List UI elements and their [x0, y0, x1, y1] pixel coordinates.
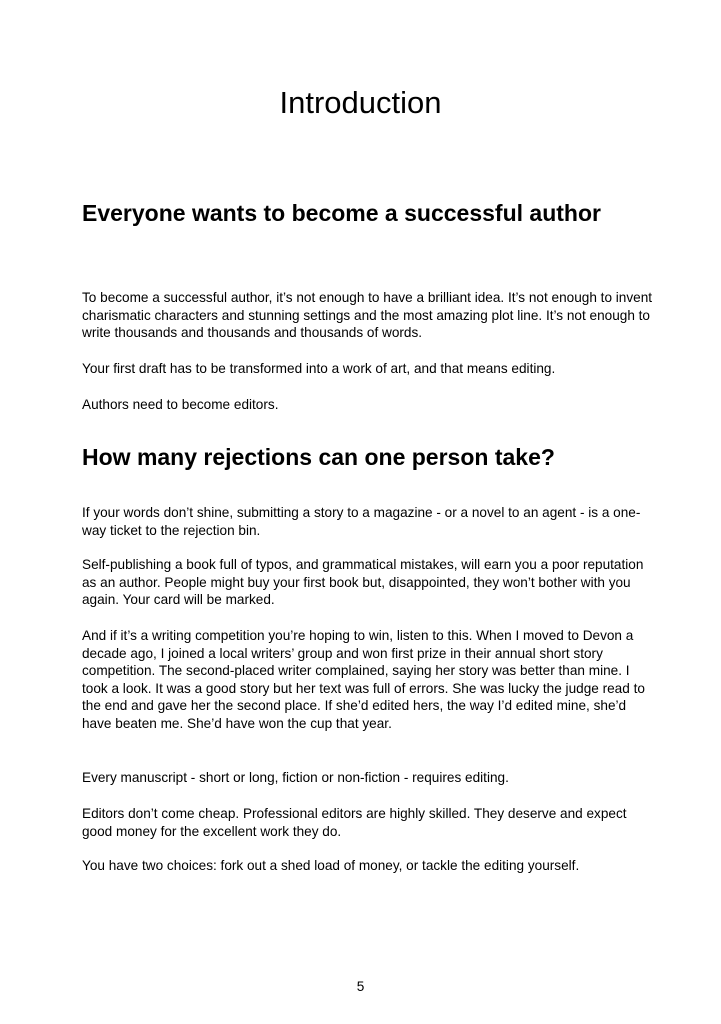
paragraph: Self-publishing a book full of typos, and grammatical mistakes, will earn you a poor reputation as an author. People might buy your first book but, disappointed, they won’t bother with you again. Your card will be marked.	[82, 557, 644, 608]
paragraph: Authors need to become editors.	[82, 397, 279, 412]
paragraph: To become a successful author, it’s not enough to have a brilliant idea. It’s not enough to invent charismatic characters and stunning settings and the most amazing plot line. It’s not enough to write thousands and thousands and thousands of words.	[82, 290, 653, 341]
page-title: Introduction	[279, 85, 442, 120]
paragraph: And if it’s a writing competition you’re hoping to win, listen to this. When I moved to Devon a decade ago, I joined a local writers’ group and won first prize in their annual short story competition. The second-placed writer complained, saying her story was better than mine. I took a look. It was a good story but her text was full of errors. She was lucky the judge read to the end and gave her the second place. If she’d edited hers, the way I’d edited mine, she’d have beaten me. She’d have won the cup that year.	[82, 628, 645, 731]
page-number: 5	[356, 979, 365, 994]
section-heading-rejections: How many rejections can one person take?	[82, 444, 555, 470]
paragraph: You have two choices: fork out a shed load of money, or tackle the editing yourself.	[82, 858, 580, 873]
paragraph: Your first draft has to be transformed into a work of art, and that means editing.	[82, 361, 556, 376]
paragraph: Every manuscript - short or long, fiction or non-fiction - requires editing.	[82, 770, 509, 785]
paragraph: If your words don’t shine, submitting a story to a magazine - or a novel to an agent - is a one-way ticket to the rejection bin.	[82, 505, 641, 538]
section-heading-successful-author: Everyone wants to become a successful author	[82, 200, 601, 226]
paragraph: Editors don’t come cheap. Professional editors are highly skilled. They deserve and expect good money for the excellent work they do.	[82, 806, 627, 839]
